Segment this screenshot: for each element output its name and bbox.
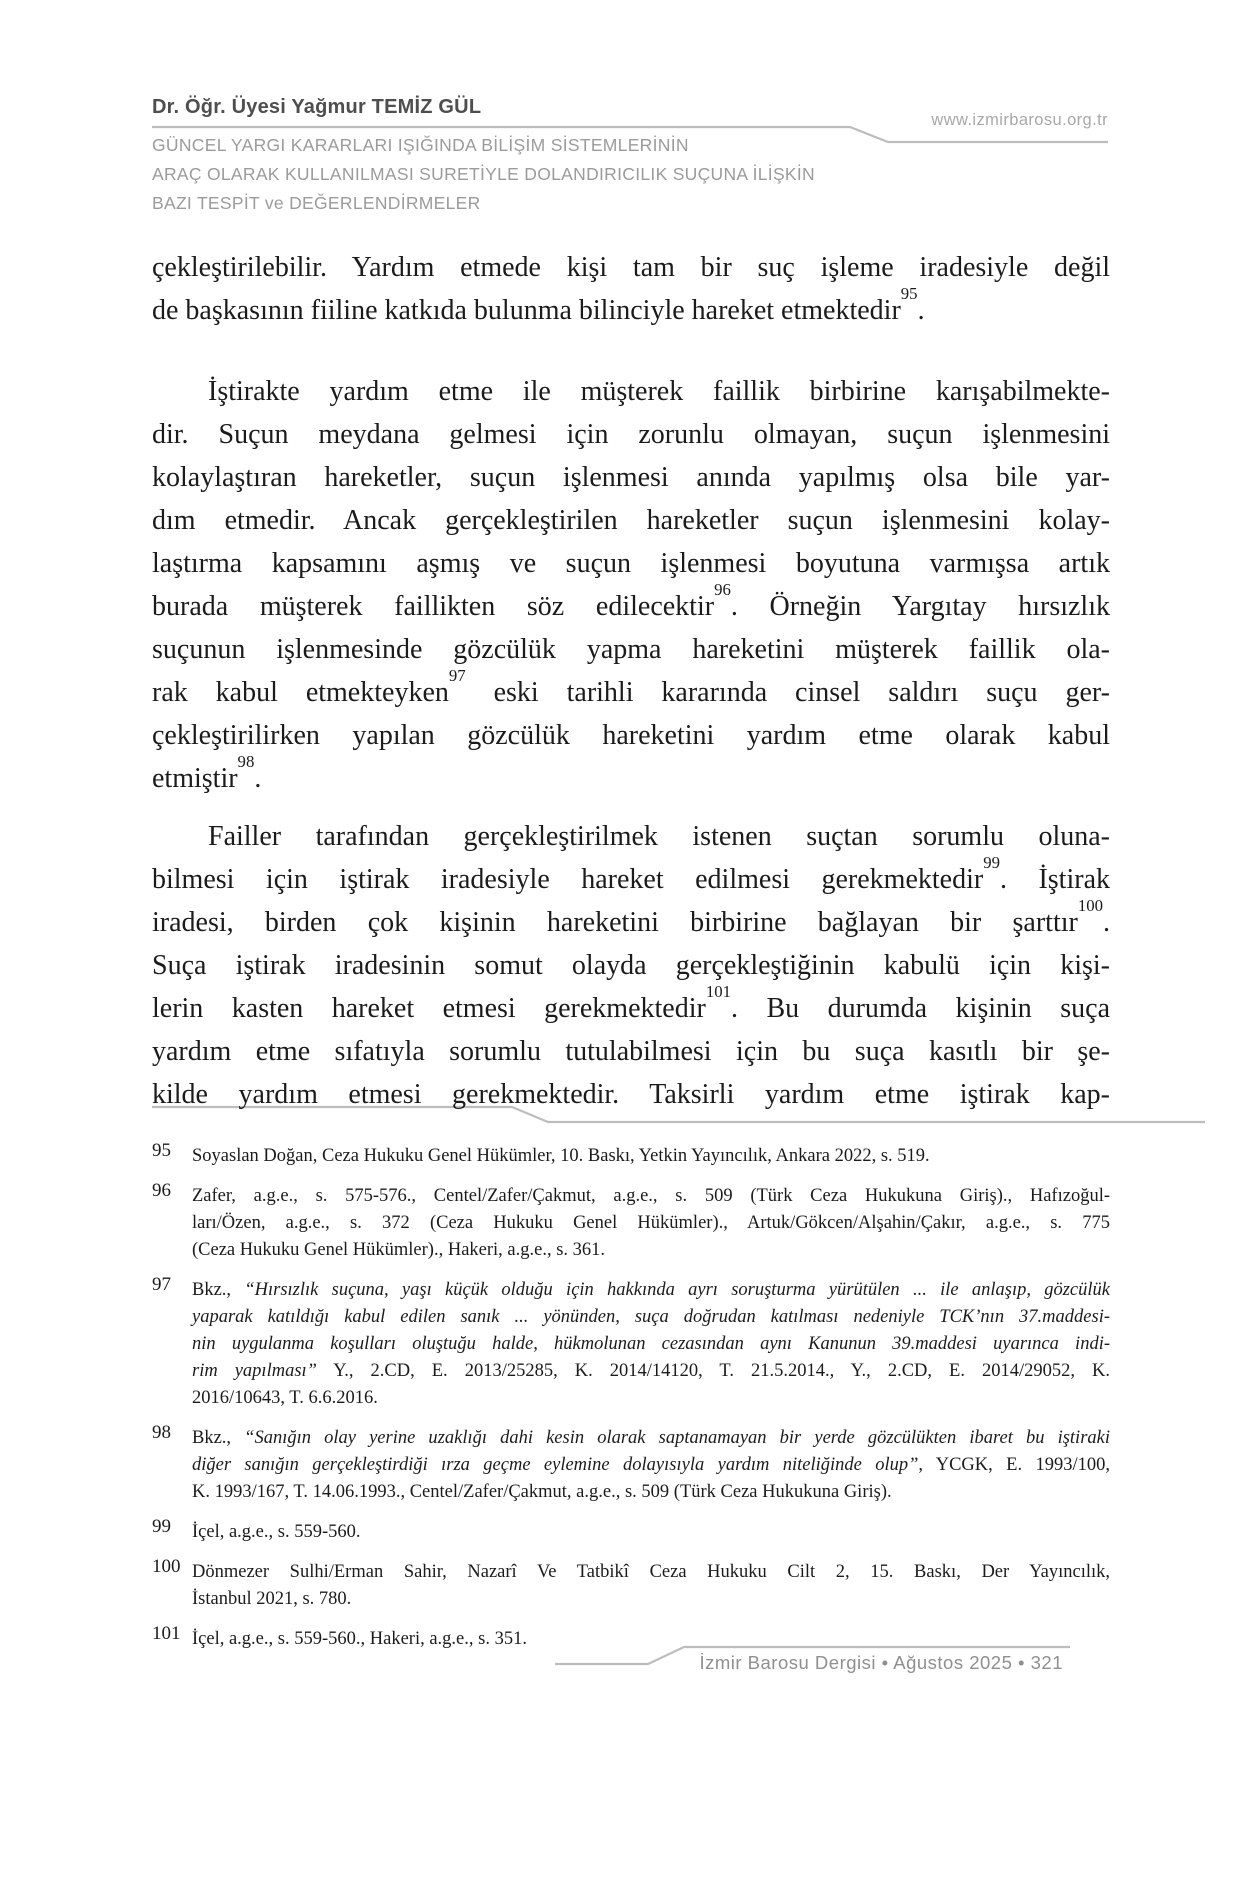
footnote-number: 95 <box>152 1140 171 1161</box>
journal-website-url: www.izmirbarosu.org.tr <box>931 111 1108 129</box>
footnote-line: Zafer, a.g.e., s. 575-576., Centel/Zafer/Çakmut, a.g.e., s. 509 (Türk Ceza Hukukuna Giriş)., Hafızoğul- <box>192 1186 1110 1206</box>
footnote-item <box>152 1516 1110 1546</box>
footnote-line: (Ceza Hukuku Genel Hükümler)., Hakeri, a.g.e., s. 361. <box>192 1240 606 1260</box>
body-line: suçunun işlenmesinde gözcülük yapma hareketini müşterek faillik ola- <box>152 634 1110 665</box>
paragraph <box>152 246 1110 332</box>
footnote-line: Soyaslan Doğan, Ceza Hukuku Genel Hükümler, 10. Baskı, Yetkin Yayıncılık, Ankara 2022, s. 519. <box>192 1146 930 1166</box>
body-line: rak kabul etmekteyken$^{97}$ eski tarihli kararında cinsel saldırı suçu ger- <box>152 666 1110 708</box>
footnote-line: ları/Özen, a.g.e., s. 372 (Ceza Hukuku Genel Hükümler)., Artuk/Gökcen/Alşahin/Çakır, a.g.e., s. 775 <box>192 1213 1110 1233</box>
footnote-number: 98 <box>152 1422 171 1443</box>
footnote-line: rim yapılması” Y., 2.CD, E. 2013/25285, K. 2014/14120, T. 21.5.2014., Y., 2.CD, E. 2014/29052, K. <box>192 1361 1110 1381</box>
footnote-item <box>152 1623 1110 1653</box>
body-line: etmiştir$^{98}$. <box>152 752 262 794</box>
footnote-line: diğer sanığın gerçekleştirdiği ırza geçme eylemine dolayısıyla yardım niteliğinde olup”, YCGK, E. 1993/100, <box>192 1455 1110 1475</box>
footnote-item <box>152 1140 1110 1170</box>
footnote-number: 100 <box>152 1556 181 1577</box>
body-line: iradesi, birden çok kişinin hareketini birbirine bağlayan bir şarttır$^{100}$. <box>152 896 1110 938</box>
footnote-line: İçel, a.g.e., s. 559-560., Hakeri, a.g.e., s. 351. <box>192 1629 527 1649</box>
article-title-line: ARAÇ OLARAK KULLANILMASI SURETİYLE DOLANDIRICILIK SUÇUNA İLİŞKİN <box>152 164 815 184</box>
paragraph <box>152 370 1110 800</box>
body-line: yardım etme sıfatıyla sorumlu tutulabilmesi için bu suça kasıtlı bir şe- <box>152 1036 1110 1067</box>
footnote-line: yaparak katıldığı kabul edilen sanık ... yönünden, suça doğrudan katılması nedeniyle TCK’nın 37.maddesi- <box>192 1307 1110 1327</box>
body-line: burada müşterek faillikten söz edilecektir$^{96}$. Örneğin Yargıtay hırsızlık <box>152 580 1110 622</box>
footnote-line: İçel, a.g.e., s. 559-560. <box>192 1522 361 1542</box>
body-line: kolaylaştıran hareketler, suçun işlenmesi anında yapılmış olsa bile yar- <box>152 462 1110 493</box>
footnote-line: Bkz., “Sanığın olay yerine uzaklığı dahi kesin olarak saptanamayan bir yerde gözcülükten ibaret bu iştiraki <box>192 1428 1110 1448</box>
footnote-item <box>152 1556 1110 1613</box>
footnotes-section <box>152 1140 1110 1666</box>
footnote-line: 2016/10643, T. 6.6.2016. <box>192 1388 378 1408</box>
body-line: laştırma kapsamını aşmış ve suçun işlenmesi boyutuna varmışsa artık <box>152 548 1110 579</box>
author-name: Dr. Öğr. Üyesi Yağmur TEMİZ GÜL <box>152 96 482 118</box>
footer-journal-info: İzmir Barosu Dergisi • Ağustos 2025 • 321 <box>699 1652 1063 1673</box>
body-line: kilde yardım etmesi gerekmektedir. Taksirli yardım etme iştirak kap- <box>152 1079 1110 1110</box>
body-line: Failler tarafından gerçekleştirilmek istenen suçtan sorumlu oluna- <box>208 821 1110 852</box>
footnote-line: İstanbul 2021, s. 780. <box>192 1589 352 1609</box>
footnote-number: 101 <box>152 1623 181 1644</box>
footnote-line: Dönmezer Sulhi/Erman Sahir, Nazarî Ve Tatbikî Ceza Hukuku Cilt 2, 15. Baskı, Der Yayıncılık, <box>192 1562 1110 1582</box>
body-line: dım etmedir. Ancak gerçekleştirilen hareketler suçun işlenmesini kolay- <box>152 505 1110 536</box>
body-line: lerin kasten hareket etmesi gerekmektedir$^{101}$. Bu durumda kişinin suça <box>152 982 1110 1024</box>
paragraph <box>152 815 1110 1116</box>
footnote-number: 99 <box>152 1516 171 1537</box>
body-line: de başkasının fiiline katkıda bulunma bilinciyle hareket etmektedir$^{95}$. <box>152 284 925 326</box>
body-line: dir. Suçun meydana gelmesi için zorunlu olmayan, suçun işlenmesini <box>152 419 1110 450</box>
footnote-line: Bkz., “Hırsızlık suçuna, yaşı küçük olduğu için hakkında ayrı soruşturma yürütülen ... ile anlaşıp, gözcülük <box>192 1280 1110 1300</box>
body-line: çekleştirilebilir. Yardım etmede kişi tam bir suç işleme iradesiyle değil <box>152 252 1110 283</box>
footnote-number: 96 <box>152 1180 171 1201</box>
footnote-item <box>152 1180 1110 1264</box>
article-title <box>152 131 815 218</box>
body-line: çekleştirilirken yapılan gözcülük hareketini yardım etme olarak kabul <box>152 720 1110 751</box>
footnote-number: 97 <box>152 1274 171 1295</box>
body-line: bilmesi için iştirak iradesiyle hareket edilmesi gerekmektedir$^{99}$. İştirak <box>152 853 1110 895</box>
footnote-item <box>152 1274 1110 1412</box>
footnote-line: nin uygulanma koşulları oluştuğu halde, hükmolunan cezasından aynı Kanunun 39.maddesi uyarınca indi- <box>192 1334 1110 1354</box>
body-line: İştirakte yardım etme ile müşterek faillik birbirine karışabilmekte- <box>208 376 1110 407</box>
footnote-line: K. 1993/167, T. 14.06.1993., Centel/Zafer/Çakmut, a.g.e., s. 509 (Türk Ceza Hukukuna Giriş). <box>192 1482 892 1502</box>
footnote-item <box>152 1422 1110 1506</box>
article-title-line: GÜNCEL YARGI KARARLARI IŞIĞINDA BİLİŞİM SİSTEMLERİNİN <box>152 135 689 155</box>
article-title-line: BAZI TESPİT ve DEĞERLENDİRMELER <box>152 193 481 213</box>
body-line: Suça iştirak iradesinin somut olayda gerçekleştiğinin kabulü için kişi- <box>152 950 1110 981</box>
